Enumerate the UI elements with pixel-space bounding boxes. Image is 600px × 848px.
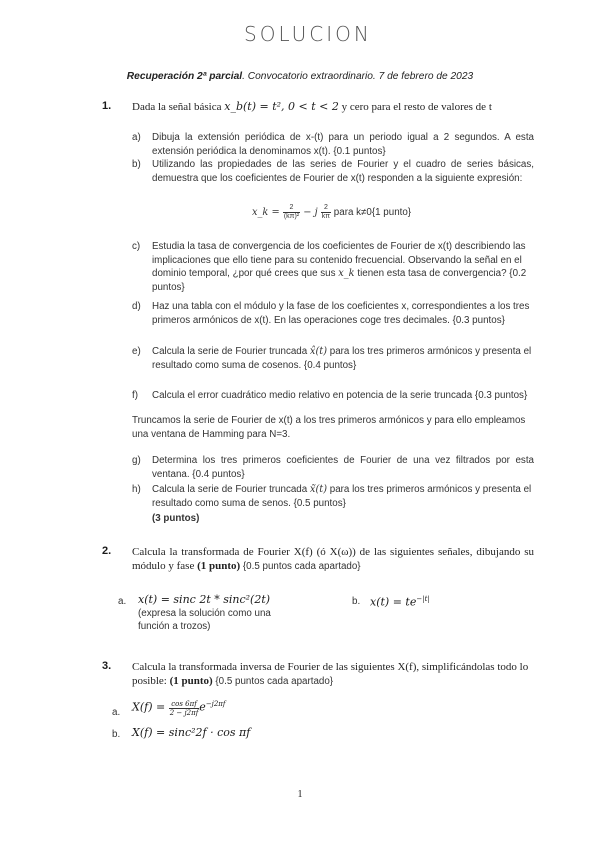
q1-e-label: e) — [132, 346, 141, 357]
e-text-1: Calcula la serie de Fourier truncada — [152, 346, 310, 357]
q3-b-math: X(f) = sinc²2f · cos πf — [132, 726, 251, 739]
q2-b-math — [370, 593, 430, 609]
q3-a-label: a. — [112, 707, 121, 718]
q1-a-label: a) — [132, 132, 141, 143]
q3-number: 3. — [102, 660, 112, 672]
q1-intro-suffix: y cero para el resto de valores de t — [338, 101, 492, 113]
q1-f-label: f) — [132, 390, 138, 401]
q2-text-1: Calcula la transformada de Fourier X(f) (ó X(ω)) de las siguientes señales, dibujando su módulo y fase — [132, 546, 534, 572]
h-text-2: para los tres primeros armónicos y presenta el resultado como suma de senos. {0.5 puntos} — [152, 484, 532, 509]
q1-g-label: g) — [132, 455, 141, 466]
frac2-den: kπ — [321, 213, 331, 220]
frac1-den: (kπ)² — [283, 213, 300, 220]
q3-text-2: {0.5 puntos cada apartado} — [212, 676, 334, 687]
formula-frac2 — [321, 204, 331, 221]
q1-b-label: b) — [132, 159, 141, 170]
q2-b-label: b. — [352, 596, 361, 607]
q2-number: 2. — [102, 545, 112, 557]
q1-c-label: c) — [132, 241, 141, 252]
frac2-num: 2 — [321, 204, 331, 213]
header-rest: . Convocatorio extraordinario. 7 de febrero de 2023 — [242, 71, 474, 82]
q2-a-note-2: función a trozos) — [138, 621, 211, 632]
exam-header — [0, 70, 600, 83]
q3-b-label: b. — [112, 729, 121, 740]
q1-formula — [252, 204, 411, 221]
q3-text-bold: (1 punto) — [169, 675, 213, 687]
q1-total-points: (3 puntos) — [152, 513, 200, 524]
q1-g-text: Determina los tres primeros coeficientes de Fourier de una vez filtrados por esta ventana. {0.4 puntos} — [152, 455, 534, 480]
q1-b-text: Utilizando las propiedades de las series de Fourier y el cuadro de series básicas, demuestra que los coeficientes de Fourier de x(t) responden a la siguiente expresión: — [152, 159, 534, 184]
q1-intro-math: x_b(t) = t², 0 < t < 2 — [224, 100, 339, 113]
q2-text-bold: (1 punto) — [197, 560, 241, 572]
c-math: x_k — [338, 268, 355, 279]
q1-intro-prefix: Dada la señal básica — [132, 101, 225, 113]
q3-text-1: Calcula la transformada inversa de Fourier de las siguientes X(f), simplificándolas todo lo posible: — [132, 661, 529, 687]
q1-h-label: h) — [132, 484, 141, 495]
formula-lhs: x_k = — [252, 207, 283, 219]
e-text-2: para los tres primeros armónicos y presenta el resultado como suma de cosenos. {0.4 puntos} — [152, 346, 532, 371]
formula-minus: − j — [300, 207, 321, 219]
q1-truncation-note: Truncamos la serie de Fourier de x(t) a los tres primeros armónicos y para ello empleamos una ventana de Hamming para N=3. — [132, 415, 526, 440]
q3-text — [132, 660, 534, 689]
q2-a-note-1: (expresa la solución como una — [138, 608, 271, 619]
q1-c-text — [152, 240, 534, 294]
c-text-1: Estudia la tasa de convergencia de los coeficientes de Fourier de x(t) describiendo las implicaciones que ello tiene para su contenido frecuencial. Observando la señal en el dominio temporal, ¿por qué crees que sus — [152, 241, 526, 279]
q1-number: 1. — [102, 100, 112, 112]
q3-a-num: cos 6πf — [169, 700, 200, 709]
q3-a-exp: −j2πf — [205, 700, 226, 708]
q3-a-frac — [169, 700, 200, 717]
q1-intro — [132, 100, 532, 114]
formula-tail: para k≠0{1 punto} — [331, 207, 412, 219]
q1-f-text: Calcula el error cuadrático medio relativo en potencia de la serie truncada {0.3 puntos} — [152, 390, 528, 401]
q2-b-exp: −|t| — [416, 595, 430, 603]
handwritten-title: SOLUCION — [244, 22, 372, 46]
c-text-2: tienen esta tasa de convergencia? {0.2 puntos} — [152, 268, 527, 293]
q1-h-text — [152, 483, 534, 510]
frac1-num: 2 — [283, 204, 300, 213]
q3-a-tail: e — [199, 700, 206, 714]
page-number: 1 — [297, 789, 303, 800]
q2-b-base: x(t) = te — [370, 595, 417, 609]
e-math: x̂(t) — [309, 346, 328, 357]
q3-a-math — [132, 698, 226, 717]
q2-a-math: x(t) = sinc 2t * sinc²(2t) — [138, 593, 271, 606]
header-bold: Recuperación 2ª parcial — [126, 71, 243, 82]
h-text-1: Calcula la serie de Fourier truncada — [152, 484, 310, 495]
q2-text-2: {0.5 puntos cada apartado} — [240, 561, 361, 572]
q3-a-lhs: X(f) = — [132, 700, 169, 714]
q3-a-den: 2 − j2πf — [169, 708, 199, 717]
q2-a-label: a. — [118, 596, 127, 607]
q1-d-label: d) — [132, 301, 141, 312]
formula-frac1 — [283, 204, 300, 221]
q1-e-text — [152, 345, 534, 372]
q1-a-text: Dibuja la extensión periódica de x-(t) para un periodo igual a 2 segundos. A esta extensión periódica la denominamos x(t). {0.1 puntos} — [152, 132, 534, 157]
q1-d-text: Haz una tabla con el módulo y la fase de los coeficientes x, correspondientes a los tres primeros armónicos de x(t). En las operaciones coge tres decimales. {0.3 puntos} — [152, 301, 530, 326]
q2-text — [132, 545, 534, 574]
h-math: x̃(t) — [309, 484, 328, 495]
